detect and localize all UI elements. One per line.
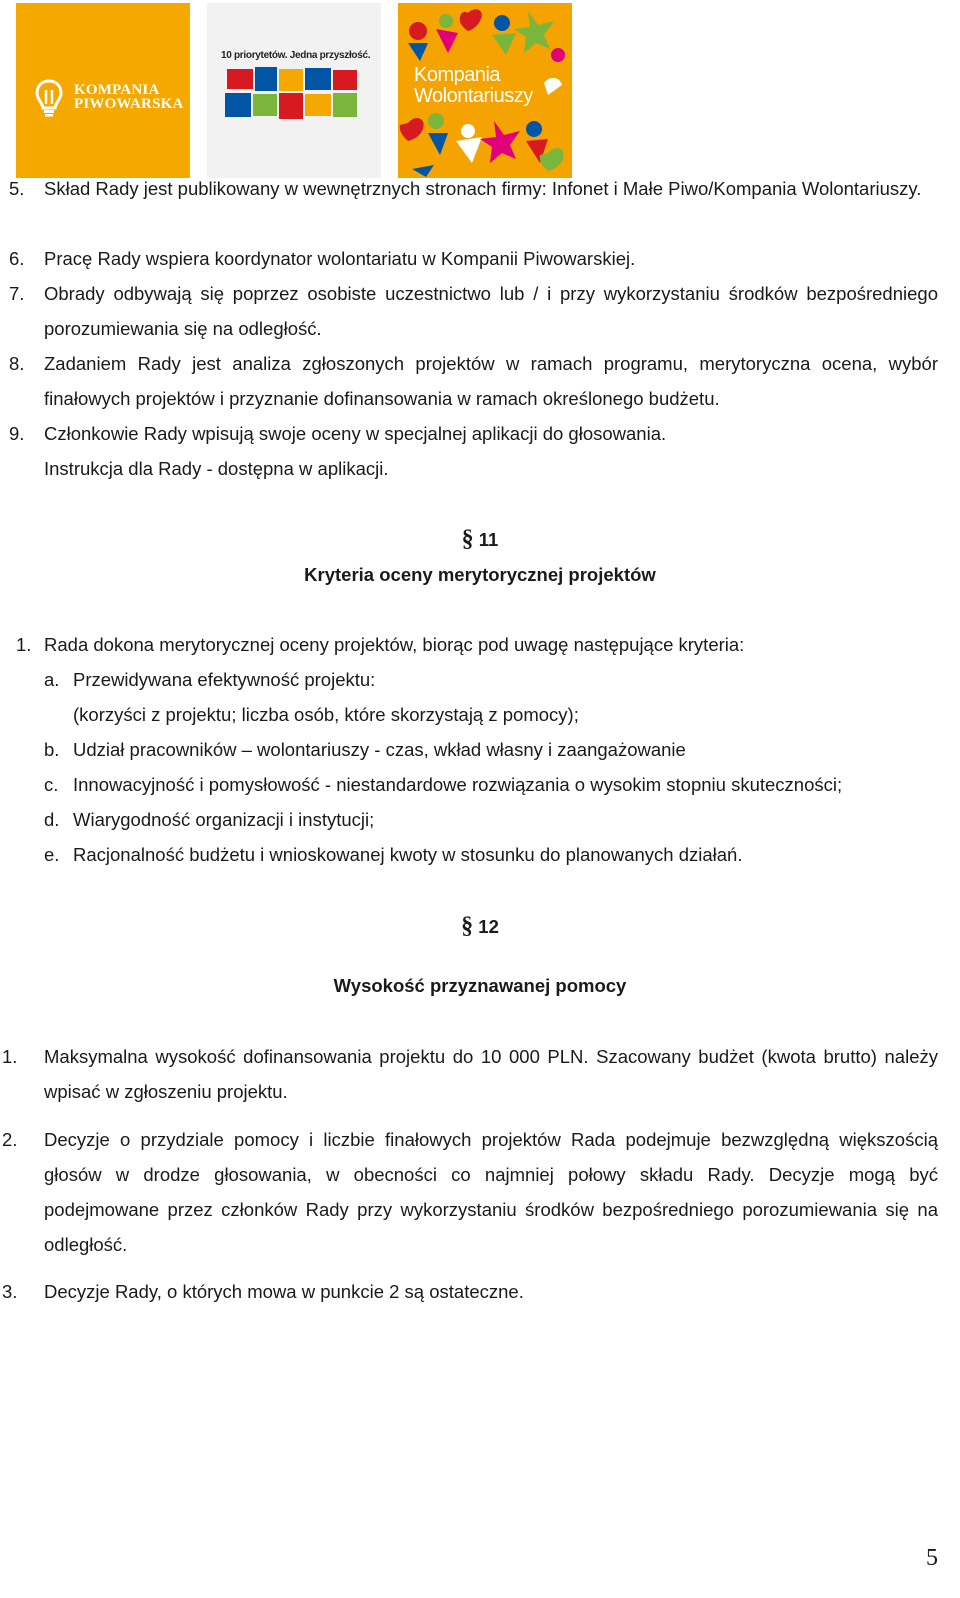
kompania-piwowarska-logo <box>16 3 190 178</box>
list-item-text: Pracę Rady wspiera koordynator wolontariatu w Kompanii Piwowarskiej. <box>44 248 636 269</box>
logo-text-line2: PIWOWARSKA <box>74 96 184 112</box>
logo-text-line2: Wolontariuszy <box>414 85 533 107</box>
criteria-letter: b. <box>44 739 60 760</box>
list-item-text: Członkowie Rady wpisują swoje oceny w specjalnej aplikacji do głosowania. <box>44 423 667 444</box>
criteria-letter: a. <box>44 669 60 690</box>
list-item-number: 8. <box>9 353 25 374</box>
list-item-number: 2. <box>2 1129 18 1150</box>
section12-heading-number <box>0 914 960 939</box>
colored-flags-icon <box>221 65 371 135</box>
list-item-text: Decyzje Rady, o których mowa w punkcie 2 są ostateczne. <box>44 1281 524 1302</box>
list-item-number: 6. <box>9 248 25 269</box>
criteria-text: Przewidywana efektywność projektu: <box>73 669 376 690</box>
list-item-text: Obrady odbywają się poprzez osobiste uczestnictwo lub / i przy wykorzystaniu środków bezpośredniego porozumiewania się na odległość. <box>44 283 938 339</box>
list-item-number: 1. <box>2 1046 18 1067</box>
list-item-number: 9. <box>9 423 25 444</box>
list-item-text: Maksymalna wysokość dofinansowania projektu do 10 000 PLN. Szacowany budżet (kwota brutto) należy wpisać w zgłoszeniu projektu. <box>44 1046 938 1102</box>
criteria-letter: c. <box>44 774 59 795</box>
criteria-text: Wiarygodność organizacji i instytucji; <box>73 809 375 830</box>
logo-text-line1: Kompania <box>414 64 501 86</box>
kompania-wolontariuszy-logo <box>398 3 572 178</box>
list-item-number: 1. <box>16 634 32 655</box>
criteria-letter: e. <box>44 844 60 865</box>
list-item-text: Skład Rady jest publikowany w wewnętrznych stronach firmy: Infonet i Małe Piwo/Kompania Wolontariuszy. <box>44 178 922 199</box>
section-symbol: § <box>461 526 474 552</box>
section-symbol: § <box>461 913 474 939</box>
list-item-text: Zadaniem Rady jest analiza zgłoszonych projektów w ramach programu, merytoryczna ocena, wybór finałowych projektów i przyznanie dofinansowania w ramach określonego budżetu. <box>44 353 938 409</box>
lightbulb-icon <box>34 78 64 118</box>
criteria-text: Udział pracowników – wolontariuszy - czas, wkład własny i zaangażowanie <box>73 739 686 760</box>
section12-title: Wysokość przyznawanej pomocy <box>333 975 627 996</box>
criteria-text: Racjonalność budżetu i wnioskowanej kwoty w stosunku do planowanych działań. <box>73 844 743 865</box>
page-number: 5 <box>926 1545 938 1571</box>
list-item-text: Rada dokona merytorycznej oceny projektów, biorąc pod uwagę następujące kryteria: <box>44 634 745 655</box>
priorities-tagline: 10 priorytetów. Jedna przyszłość. <box>221 50 371 61</box>
criteria-letter: d. <box>44 809 60 830</box>
logo-text-line1: KOMPANIA <box>74 82 160 98</box>
list-item-text: Decyzje o przydziale pomocy i liczbie finałowych projektów Rada podejmuje bezwzględną większością głosów w drodze głosowania, w obecności co najmniej połowy składu Rady. Decyzje mogą być podejmowane przez członków Rady przy wykorzystaniu środków bezpośredniego porozumiewania się na odległość. <box>44 1129 938 1255</box>
criteria-detail: (korzyści z projektu; liczba osób, które skorzystają z pomocy); <box>73 704 579 725</box>
priorities-logo <box>207 3 381 178</box>
list-item-number: 7. <box>9 283 25 304</box>
list-item-number: 3. <box>2 1281 18 1302</box>
section11-title: Kryteria oceny merytorycznej projektów <box>304 564 656 585</box>
section-number: 11 <box>478 529 499 550</box>
section10-note: Instrukcja dla Rady - dostępna w aplikacji. <box>44 458 389 479</box>
criteria-text: Innowacyjność i pomysłowość - niestandardowe rozwiązania o wysokim stopniu skuteczności; <box>73 774 843 795</box>
section-number: 12 <box>478 916 499 937</box>
list-item-number: 5. <box>9 178 25 199</box>
section11-heading-number <box>0 527 960 552</box>
